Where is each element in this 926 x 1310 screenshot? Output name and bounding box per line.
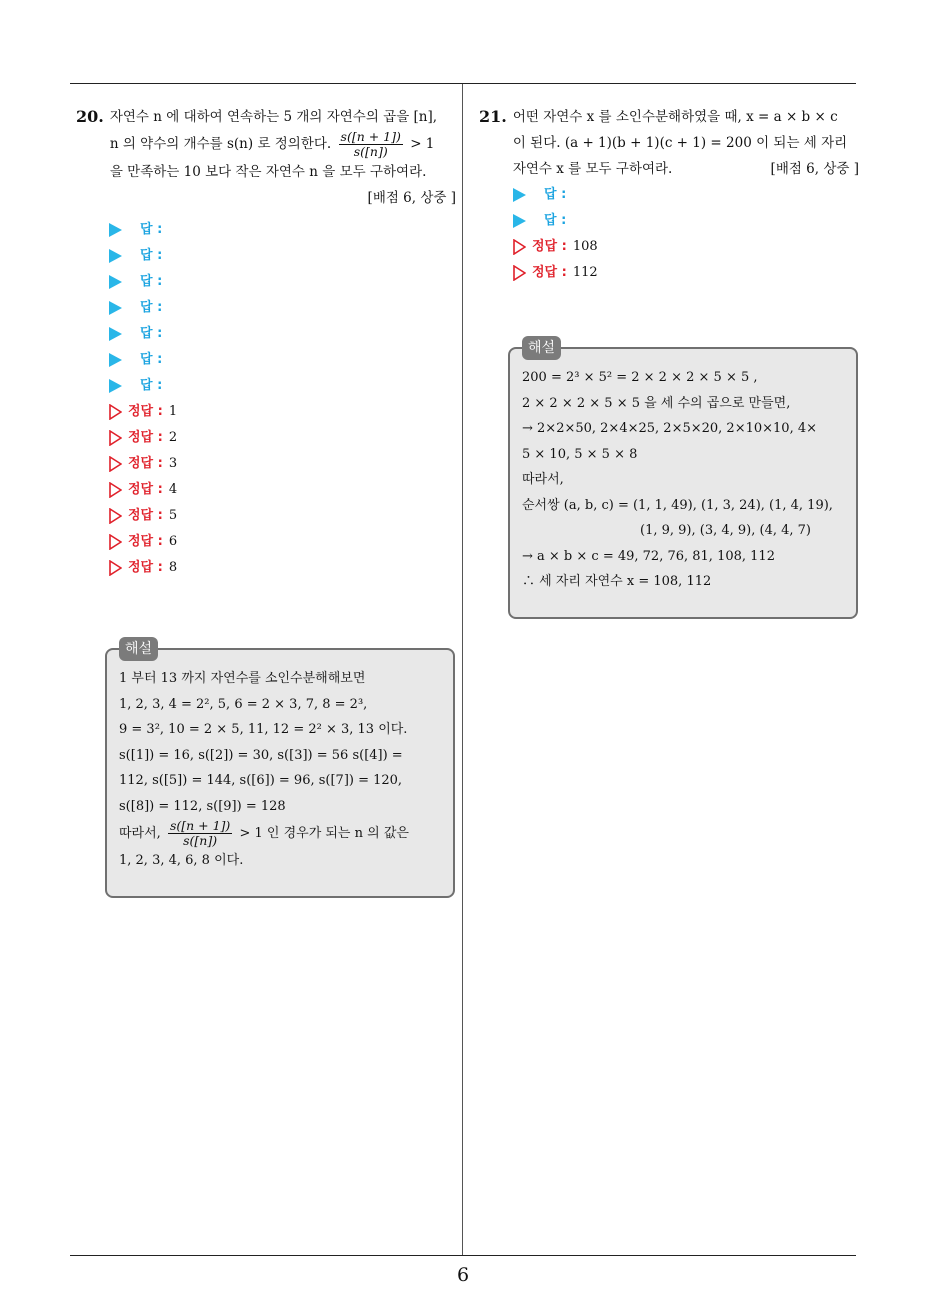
play-triangle-icon [109, 327, 122, 341]
correct-answer-label: 정답 : [128, 430, 163, 445]
column-divider [462, 84, 463, 1256]
outline-triangle-icon [109, 560, 122, 576]
outline-triangle-icon [109, 534, 122, 550]
question-text-line: 이 된다. (a + 1)(b + 1)(c + 1) = 200 이 되는 세 자리 [512, 135, 848, 151]
play-triangle-icon [513, 214, 526, 228]
solution-line: 1 부터 13 까지 자연수를 소인수분해해보면 [119, 671, 366, 686]
question-number: 20. [76, 107, 104, 126]
play-triangle-icon [109, 353, 122, 367]
question-20 [76, 104, 456, 581]
question-text-line: 자연수 x 를 모두 구하여라. [배점 6, 상중 ] [513, 156, 859, 182]
fraction: $\frac{s([n + 1])}{s([n])}$ [169, 818, 231, 848]
answer-blank-row [109, 321, 456, 347]
solution-tag: 해설 [119, 637, 158, 661]
correct-answer-row [513, 234, 859, 260]
correct-answer-row [109, 503, 456, 529]
solution-line: → 2×2×50, 2×4×25, 2×5×20, 2×10×10, 4× [522, 421, 817, 436]
correct-answer-value: 3 [168, 456, 178, 471]
correct-answer-value: 5 [168, 508, 178, 523]
answer-list [109, 217, 456, 581]
solution-line: → a × b × c = 49, 72, 76, 81, 108, 112 [522, 548, 775, 564]
header-rule [70, 83, 856, 84]
outline-triangle-icon [109, 404, 122, 420]
play-triangle-icon [109, 249, 122, 263]
solution-box-21 [508, 340, 858, 619]
solution-line: 200 = 2³ × 5² = 2 × 2 × 2 × 5 × 5 , [522, 370, 758, 385]
answer-label: 답 : [140, 222, 163, 237]
page-number: 6 [456, 1264, 470, 1286]
solution-box-20 [105, 641, 455, 898]
answer-blank-row [513, 182, 859, 208]
answer-blank-row [109, 295, 456, 321]
answer-blank-row [109, 373, 456, 399]
correct-answer-label: 정답 : [128, 508, 163, 523]
fraction: $\frac{s([n + 1])}{s([n])}$ [340, 129, 401, 159]
answer-blank-row [109, 217, 456, 243]
play-triangle-icon [109, 275, 122, 289]
outline-triangle-icon [109, 456, 122, 472]
correct-answer-value: 4 [168, 482, 178, 497]
outline-triangle-icon [513, 265, 526, 281]
answer-label: 답 : [140, 300, 163, 315]
solution-line: s([1]) = 16, s([2]) = 30, s([3]) = 56 s([4]) = [119, 747, 403, 763]
solution-line: s([8]) = 112, s([9]) = 128 [119, 798, 286, 814]
answer-label: 답 : [140, 274, 163, 289]
correct-answer-value: 8 [168, 560, 178, 575]
question-21 [479, 104, 859, 286]
footer-rule [70, 1255, 856, 1256]
answer-blank-row [109, 347, 456, 373]
solution-line: 1, 2, 3, 4 = 2², 5, 6 = 2 × 3, 7, 8 = 2³, [119, 696, 368, 712]
correct-answer-label: 정답 : [128, 456, 163, 471]
play-triangle-icon [109, 223, 122, 237]
outline-triangle-icon [513, 239, 526, 255]
answer-label: 답 : [544, 187, 567, 202]
answer-label: 답 : [140, 352, 163, 367]
solution-line: 112, s([5]) = 144, s([6]) = 96, s([7]) = 120, [119, 773, 403, 788]
solution-line: ∴ 세 자리 자연수 x = 108, 112 [522, 574, 712, 589]
correct-answer-row [109, 529, 456, 555]
correct-answer-label: 정답 : [128, 482, 163, 497]
solution-tag: 해설 [522, 336, 561, 360]
question-text-line: 을 만족하는 10 보다 작은 자연수 n 을 모두 구하여라. [109, 164, 427, 180]
score-meta: [배점 6, 상중 ] [367, 190, 456, 206]
solution-line: 5 × 10, 5 × 5 × 8 [522, 446, 638, 462]
answer-label: 답 : [140, 378, 163, 393]
solution-line: 따라서, [522, 472, 564, 487]
solution-line: 따라서, $\frac{s([n + 1])}{s([n])}$ > 1 인 경우가 되는 n 의 값은 [119, 818, 409, 848]
correct-answer-value: 1 [168, 404, 178, 419]
outline-triangle-icon [109, 482, 122, 498]
play-triangle-icon [513, 188, 526, 202]
outline-triangle-icon [109, 508, 122, 524]
question-text-line: n 의 약수의 개수를 s(n) 로 정의한다. $\frac{s([n + 1])}{s([n])}$ > 1 [109, 129, 435, 159]
solution-line: 2 × 2 × 2 × 5 × 5 을 세 수의 곱으로 만들면, [522, 395, 791, 411]
correct-answer-label: 정답 : [532, 239, 567, 254]
answer-label: 답 : [140, 326, 163, 341]
correct-answer-row [513, 260, 859, 286]
correct-answer-value: 112 [572, 265, 598, 280]
correct-answer-row [109, 451, 456, 477]
question-number: 21. [479, 107, 507, 126]
solution-line: 1, 2, 3, 4, 6, 8 이다. [119, 853, 244, 868]
question-text-line: 자연수 n 에 대하여 연속하는 5 개의 자연수의 곱을 [n], [109, 109, 438, 125]
play-triangle-icon [109, 301, 122, 315]
correct-answer-value: 108 [572, 239, 598, 254]
answer-label: 답 : [544, 213, 567, 228]
correct-answer-row [109, 399, 456, 425]
answer-list [513, 182, 859, 286]
answer-blank-row [109, 243, 456, 269]
correct-answer-label: 정답 : [532, 265, 567, 280]
correct-answer-label: 정답 : [128, 560, 163, 575]
correct-answer-row [109, 555, 456, 581]
solution-line: (1, 9, 9), (3, 4, 9), (4, 4, 7) [640, 523, 811, 538]
correct-answer-label: 정답 : [128, 404, 163, 419]
solution-line: 순서쌍 (a, b, c) = (1, 1, 49), (1, 3, 24), (1, 4, 19), [522, 497, 833, 513]
solution-line: 9 = 3², 10 = 2 × 5, 11, 12 = 2² × 3, 13 이다. [119, 722, 408, 737]
answer-label: 답 : [140, 248, 163, 263]
correct-answer-row [109, 425, 456, 451]
correct-answer-row [109, 477, 456, 503]
question-text-line: 어떤 자연수 x 를 소인수분해하였을 때, x = a × b × c [512, 109, 838, 125]
correct-answer-value: 6 [168, 534, 178, 549]
play-triangle-icon [109, 379, 122, 393]
score-meta: [배점 6, 상중 ] [770, 161, 859, 177]
correct-answer-label: 정답 : [128, 534, 163, 549]
correct-answer-value: 2 [168, 430, 178, 445]
answer-blank-row [109, 269, 456, 295]
answer-blank-row [513, 208, 859, 234]
outline-triangle-icon [109, 430, 122, 446]
